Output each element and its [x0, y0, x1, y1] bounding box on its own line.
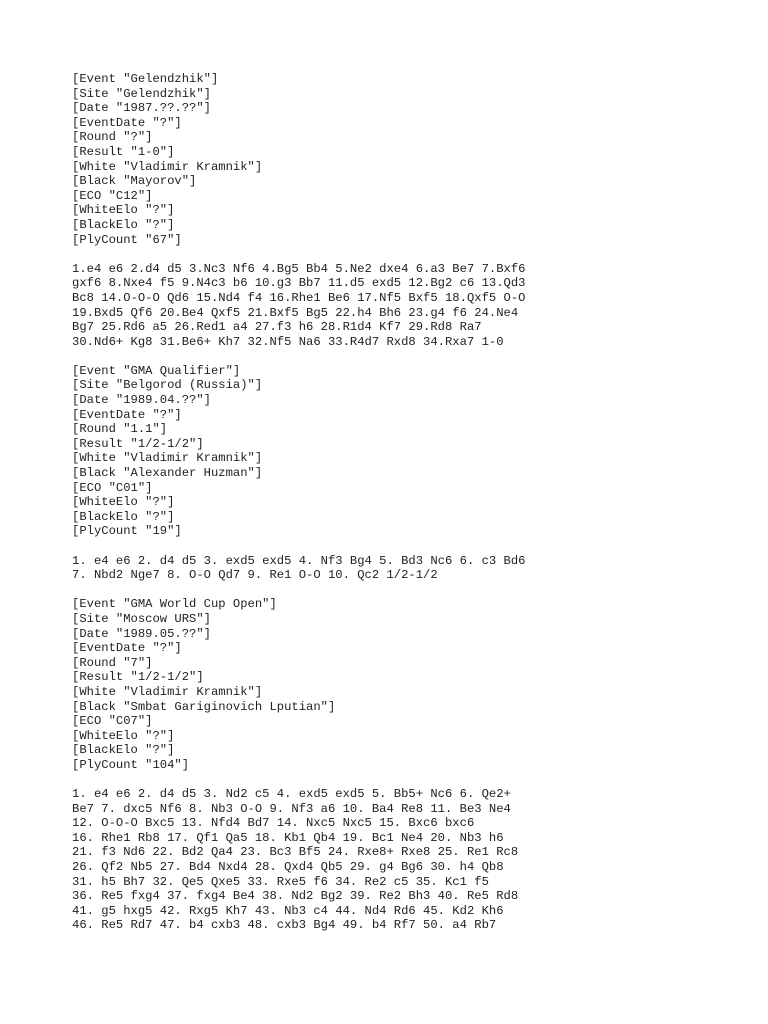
header-blackelo: [BlackElo "?"]	[72, 509, 175, 524]
header-round: [Round "?"]	[72, 130, 153, 145]
header-round: [Round "7"]	[72, 655, 153, 670]
header-date: [Date "1989.04.??"]	[72, 393, 211, 408]
header-eventdate: [EventDate "?"]	[72, 641, 182, 656]
header-white: [White "Vladimir Kramnik"]	[72, 684, 263, 699]
header-event: [Event "GMA Qualifier"]	[72, 363, 241, 378]
header-eventdate: [EventDate "?"]	[72, 407, 182, 422]
header-black: [Black "Alexander Huzman"]	[72, 466, 263, 481]
move-line: gxf6 8.Nxe4 f5 9.N4c3 b6 10.g3 Bb7 11.d5 exd5 12.Bg2 c6 13.Qd3	[72, 276, 526, 291]
header-plycount: [PlyCount "19"]	[72, 524, 182, 539]
header-blackelo: [BlackElo "?"]	[72, 217, 175, 232]
header-whiteelo: [WhiteElo "?"]	[72, 495, 175, 510]
move-line: Bg7 25.Rd6 a5 26.Red1 a4 27.f3 h6 28.R1d4 Kf7 29.Rd8 Ra7	[72, 320, 482, 335]
move-line: 36. Re5 fxg4 37. fxg4 Be4 38. Nd2 Bg2 39. Re2 Bh3 40. Re5 Rd8	[72, 889, 519, 904]
game-headers	[72, 72, 752, 247]
move-line: 19.Bxd5 Qf6 20.Be4 Qxf5 21.Bxf5 Bg5 22.h4 Bh6 23.g4 f6 24.Ne4	[72, 305, 519, 320]
move-line: 16. Rhe1 Rb8 17. Qf1 Qa5 18. Kb1 Qb4 19. Bc1 Ne4 20. Nb3 h6	[72, 830, 504, 845]
move-line: 31. h5 Bh7 32. Qe5 Qxe5 33. Rxe5 f6 34. Re2 c5 35. Kc1 f5	[72, 874, 489, 889]
header-black: [Black "Mayorov"]	[72, 174, 197, 189]
move-line: Bc8 14.O-O-O Qd6 15.Nd4 f4 16.Rhe1 Be6 17.Nf5 Bxf5 18.Qxf5 O-O	[72, 290, 526, 305]
header-site: [Site "Moscow URS"]	[72, 611, 211, 626]
move-line: 21. f3 Nd6 22. Bd2 Qa4 23. Bc3 Bf5 24. Rxe8+ Rxe8 25. Re1 Rc8	[72, 845, 519, 860]
move-line: 1. e4 e6 2. d4 d5 3. Nd2 c5 4. exd5 exd5 5. Bb5+ Nc6 6. Qe2+	[72, 787, 511, 802]
move-line: 26. Qf2 Nb5 27. Bd4 Nxd4 28. Qxd4 Qb5 29. g4 Bg6 30. h4 Qb8	[72, 860, 504, 875]
game-record	[72, 364, 752, 583]
header-plycount: [PlyCount "104"]	[72, 757, 190, 772]
header-white: [White "Vladimir Kramnik"]	[72, 159, 263, 174]
header-eco: [ECO "C07"]	[72, 714, 153, 729]
move-line: 46. Re5 Rd7 47. b4 cxb3 48. cxb3 Bg4 49. b4 Rf7 50. a4 Rb7	[72, 918, 497, 933]
header-plycount: [PlyCount "67"]	[72, 232, 182, 247]
game-moves	[72, 787, 752, 933]
header-eco: [ECO "C12"]	[72, 188, 153, 203]
header-blackelo: [BlackElo "?"]	[72, 743, 175, 758]
game-moves	[72, 554, 752, 583]
header-eco: [ECO "C01"]	[72, 480, 153, 495]
move-line: 12. O-O-O Bxc5 13. Nfd4 Bd7 14. Nxc5 Nxc5 15. Bxc6 bxc6	[72, 816, 475, 831]
header-white: [White "Vladimir Kramnik"]	[72, 451, 263, 466]
header-site: [Site "Belgorod (Russia)"]	[72, 378, 263, 393]
header-event: [Event "GMA World Cup Open"]	[72, 597, 277, 612]
game-headers	[72, 597, 752, 772]
move-line: 1.e4 e6 2.d4 d5 3.Nc3 Nf6 4.Bg5 Bb4 5.Ne2 dxe4 6.a3 Be7 7.Bxf6	[72, 261, 526, 276]
header-black: [Black "Smbat Gariginovich Lputian"]	[72, 699, 336, 714]
move-line: 30.Nd6+ Kg8 31.Be6+ Kh7 32.Nf5 Na6 33.R4d7 Rxd8 34.Rxa7 1-0	[72, 334, 504, 349]
header-event: [Event "Gelendzhik"]	[72, 72, 219, 86]
game-headers	[72, 364, 752, 539]
header-result: [Result "1-0"]	[72, 144, 175, 159]
move-line: 1. e4 e6 2. d4 d5 3. exd5 exd5 4. Nf3 Bg4 5. Bd3 Nc6 6. c3 Bd6	[72, 553, 526, 568]
header-round: [Round "1.1"]	[72, 422, 168, 437]
header-whiteelo: [WhiteElo "?"]	[72, 728, 175, 743]
header-result: [Result "1/2-1/2"]	[72, 670, 204, 685]
move-line: 41. g5 hxg5 42. Rxg5 Kh7 43. Nb3 c4 44. Nd4 Rd6 45. Kd2 Kh6	[72, 903, 504, 918]
game-record	[72, 72, 752, 349]
header-date: [Date "1989.05.??"]	[72, 626, 211, 641]
game-record	[72, 597, 752, 933]
header-eventdate: [EventDate "?"]	[72, 115, 182, 130]
header-result: [Result "1/2-1/2"]	[72, 436, 204, 451]
header-date: [Date "1987.??.??"]	[72, 101, 211, 116]
game-moves	[72, 262, 752, 350]
move-line: 7. Nbd2 Nge7 8. O-O Qd7 9. Re1 O-O 10. Qc2 1/2-1/2	[72, 568, 438, 583]
pgn-document	[72, 72, 752, 948]
move-line: Be7 7. dxc5 Nf6 8. Nb3 O-O 9. Nf3 a6 10. Ba4 Re8 11. Be3 Ne4	[72, 801, 511, 816]
header-site: [Site "Gelendzhik"]	[72, 86, 211, 101]
header-whiteelo: [WhiteElo "?"]	[72, 203, 175, 218]
